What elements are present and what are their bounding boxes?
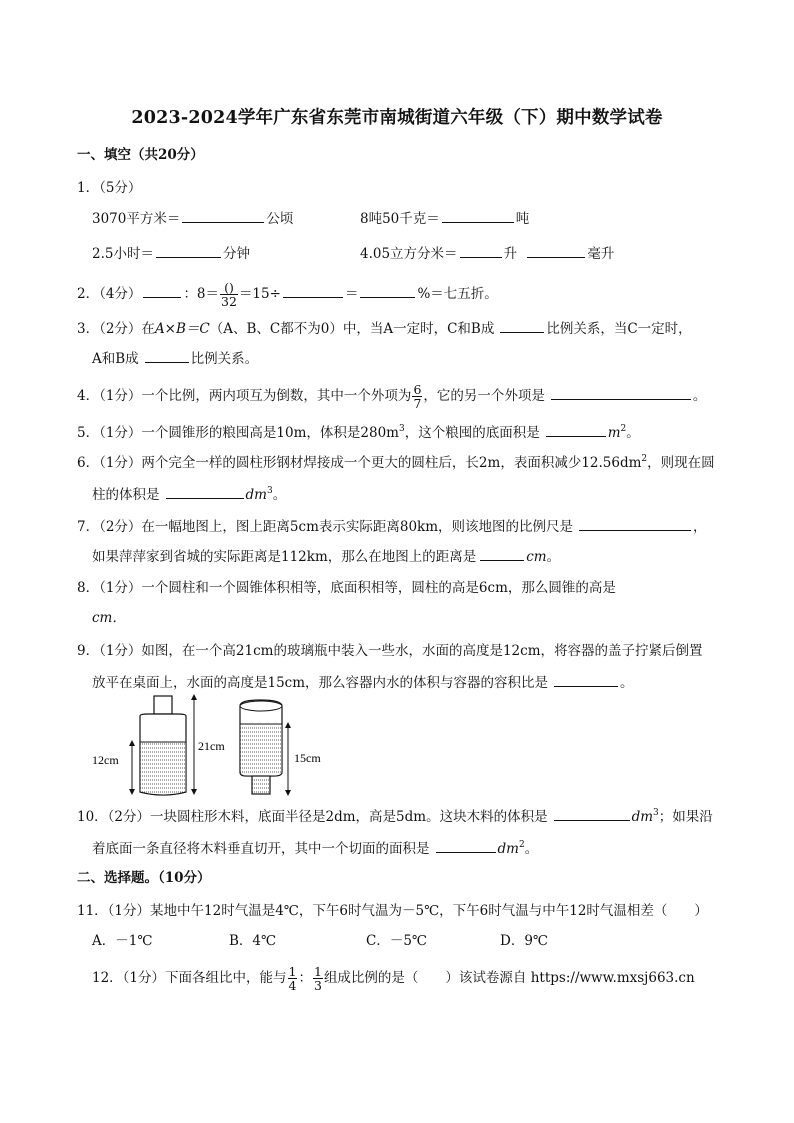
answer-blank[interactable] bbox=[527, 243, 585, 258]
q1-header: 1．（5分） bbox=[77, 180, 142, 196]
inverted-bottle bbox=[240, 700, 291, 796]
answer-blank[interactable] bbox=[360, 283, 415, 298]
answer-blank[interactable] bbox=[283, 283, 343, 298]
q3-line1: 3．（2分）在A×B＝C（A、B、C都不为0）中，当A一定时，C和B成 比例关系，当C一定时， bbox=[77, 318, 692, 339]
answer-blank[interactable] bbox=[460, 243, 502, 258]
q6-line1: 6．（1分）两个完全一样的圆柱形钢材焊接成一个更大的圆柱后，长2m，表面积减少$12.56dm^2$，则现在圆 bbox=[77, 454, 715, 471]
q5: 5．（1分）一个圆锥形的粮囤高是10m，体积是$280m^3$，这个粮囤的底面积是 $m^2$。 bbox=[77, 424, 640, 441]
q10-line2: 着底面一条直径将木料垂直切开，其中一个切面的面积是 $dm^2$。 bbox=[92, 840, 539, 857]
q1-row2-left: 2.5小时＝ 分钟 bbox=[92, 243, 250, 264]
answer-blank[interactable] bbox=[554, 672, 618, 687]
bottle-figure bbox=[88, 694, 348, 804]
label-15cm: 15cm bbox=[294, 751, 321, 765]
answer-blank[interactable] bbox=[579, 516, 691, 531]
q6-line2: 柱的体积是 $dm^3$。 bbox=[92, 486, 287, 503]
option-b[interactable]: B．4℃ bbox=[229, 933, 277, 949]
q12-stem: 12．（1分）下面各组比中，能与 $\frac{1}{4}$ ： $\frac{1}{3}$ 组成比例的是（ ）该试卷源自 https://www.mxsj663.cn bbox=[92, 964, 695, 993]
q8-line1: 8．（1分）一个圆柱和一个圆锥体积相等，底面积相等，圆柱的高是6cm，那么圆锥的高是 bbox=[77, 580, 616, 596]
answer-blank[interactable] bbox=[182, 208, 264, 223]
q4: 4．（1分）一个比例，两内项互为倒数，其中一个外项为 $\frac{6}{7}$ ，它的另一个外项是 。 bbox=[77, 382, 707, 411]
answer-blank[interactable] bbox=[145, 348, 189, 363]
section-fill-blanks: 一、填空（共20分） bbox=[77, 147, 204, 163]
q7-line2: 如果萍萍家到省城的实际距离是112km，那么在地图上的距离是 cm。 bbox=[92, 546, 560, 567]
q10-line1: 10．（2分）一块圆柱形木料，底面半径是2dm，高是5dm。这块木料的体积是 $dm^3$；如果沿 bbox=[77, 808, 713, 825]
upright-bottle bbox=[129, 694, 197, 795]
q7-line1: 7．（2分）在一幅地图上，图上距离5cm表示实际距离80km，则该地图的比例尺是 ， bbox=[77, 516, 707, 537]
option-d[interactable]: D．9℃ bbox=[500, 933, 549, 949]
answer-blank[interactable] bbox=[156, 243, 221, 258]
fraction: $\frac{1}{3}$ bbox=[313, 964, 322, 993]
q9-line2: 放平在桌面上，水面的高度是15cm，那么容器内水的体积与容器的容积比是 。 bbox=[92, 672, 634, 693]
answer-blank[interactable] bbox=[166, 484, 244, 499]
answer-blank[interactable] bbox=[551, 385, 691, 400]
fraction: $\frac{6}{7}$ bbox=[413, 382, 422, 411]
q1-row1-left: 3070平方米＝ 公顷 bbox=[92, 208, 293, 229]
q11-options bbox=[92, 931, 548, 951]
q1-row2-right: 4.05立方分米＝ 升 毫升 bbox=[360, 243, 614, 264]
q9-line1: 9．（1分）如图，在一个高21cm的玻璃瓶中装入一些水，水面的高度是12cm，将容器的盖子拧紧后倒置 bbox=[77, 643, 703, 659]
q11-stem: 11．（1分）某地中午12时气温是4℃，下午6时气温为－5℃，下午6时气温与中午12时气温相差（ ） bbox=[77, 903, 708, 919]
answer-blank[interactable] bbox=[143, 283, 181, 298]
answer-blank[interactable] bbox=[436, 838, 496, 853]
fraction: $\frac{1}{4}$ bbox=[288, 964, 297, 993]
q1-row1-right: 8吨50千克＝ 吨 bbox=[360, 208, 529, 229]
answer-blank[interactable] bbox=[480, 546, 524, 561]
label-12cm: 12cm bbox=[92, 753, 119, 767]
option-a[interactable]: A．－1℃ bbox=[92, 933, 153, 949]
q2: 2．（4分） ：8＝ $\frac{()}{32}$ ＝15÷ ＝ %＝七五折。 bbox=[77, 280, 498, 309]
option-c[interactable]: C．－5℃ bbox=[366, 933, 428, 949]
section-multiple-choice: 二、选择题。（10分） bbox=[77, 870, 211, 886]
fraction: $\frac{()}{32}$ bbox=[221, 280, 237, 309]
answer-blank[interactable] bbox=[500, 318, 544, 333]
answer-blank[interactable] bbox=[442, 208, 514, 223]
exam-title: 2023-2024学年广东省东莞市南城街道六年级（下）期中数学试卷 bbox=[131, 108, 663, 128]
answer-blank[interactable] bbox=[546, 422, 606, 437]
q3-line2: A和B成 比例关系。 bbox=[92, 348, 258, 369]
label-21cm: 21cm bbox=[198, 739, 225, 753]
answer-blank[interactable] bbox=[554, 806, 630, 821]
q8-line2: cm． bbox=[92, 610, 126, 626]
